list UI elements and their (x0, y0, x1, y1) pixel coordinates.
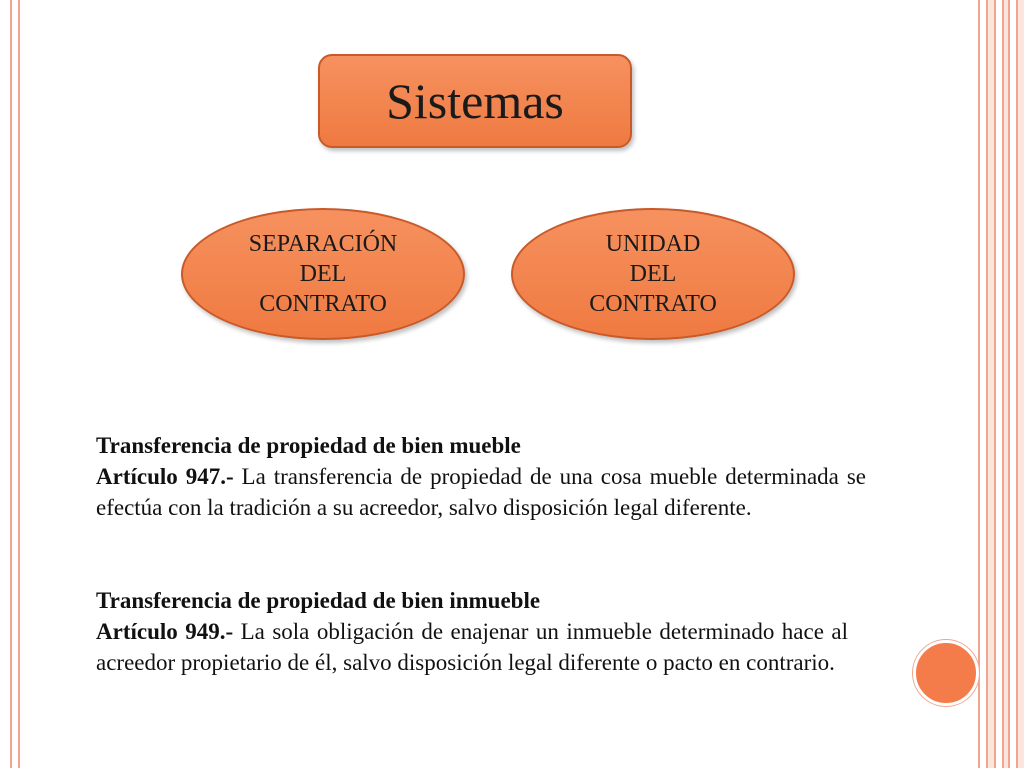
article-949-block (96, 585, 848, 678)
circle-decoration (913, 640, 979, 706)
oval-separacion-label: SEPARACIÓN DEL CONTRATO (248, 231, 398, 317)
article-number: Artículo 949.- (96, 619, 234, 644)
oval-separacion (181, 208, 465, 340)
right-stripe-decoration (1016, 0, 1024, 768)
right-stripe-decoration (978, 0, 980, 768)
section-heading: Transferencia de propiedad de bien mueble (96, 433, 521, 458)
right-stripe-decoration (1002, 0, 1010, 768)
title-box (318, 54, 632, 148)
slide-title: Sistemas (386, 73, 564, 129)
oval-unidad-label: UNIDAD DEL CONTRATO (589, 231, 717, 317)
section-heading: Transferencia de propiedad de bien inmueble (96, 588, 541, 613)
article-number: Artículo 947.- (96, 464, 234, 489)
article-text: La sola obligación de enajenar un inmueble determinado hace al acreedor propietario de él, salvo disposición legal diferente o pacto en contrario. (96, 619, 848, 675)
left-border-decoration (10, 0, 20, 768)
article-text: La transferencia de propiedad de una cosa mueble determinada se efectúa con la tradición a su acreedor, salvo disposición legal diferente. (96, 464, 866, 520)
oval-unidad (511, 208, 795, 340)
article-947-block (96, 430, 866, 523)
right-stripe-decoration (986, 0, 996, 768)
